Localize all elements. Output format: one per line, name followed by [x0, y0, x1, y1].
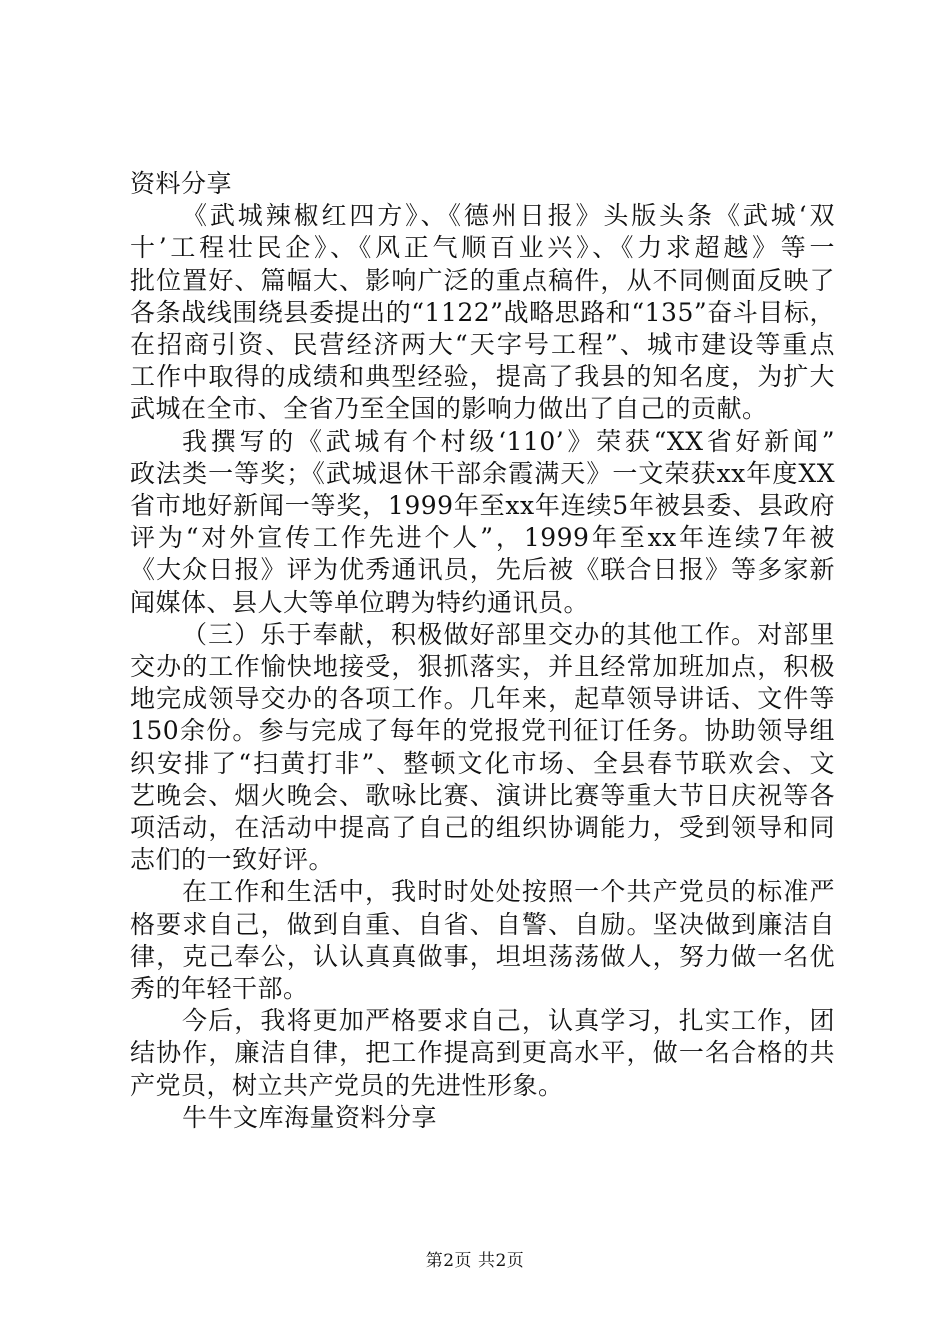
paragraph-2 — [130, 426, 835, 619]
text-line: 结协作，廉洁自律，把工作提高到更高水平，做一名合格的共 — [130, 1038, 835, 1068]
paragraph-5 — [130, 1005, 835, 1102]
text-line: 项活动，在活动中提高了自己的组织协调能力，受到领导和同 — [130, 813, 835, 843]
text-line: 在工作和生活中，我时时处处按照一个共产党员的标准严 — [182, 877, 835, 907]
text-line: 地完成领导交办的各项工作。几年来，起草领导讲话、文件等 — [130, 684, 835, 714]
text-line: 各条战线围绕县委提出的“1122”战略思路和“135”奋斗目标， — [130, 297, 835, 327]
text-line: 志们的一致好评。 — [130, 845, 335, 875]
text-line: 产党员，树立共产党员的先进性形象。 — [130, 1070, 564, 1100]
paragraph-6 — [130, 1102, 835, 1134]
paragraph-1 — [130, 200, 835, 425]
text-line: 政法类一等奖；《武城退休干部余霞满天》一文荣获xx年度XX — [130, 458, 835, 488]
paragraph-3 — [130, 619, 835, 877]
text-line: 评为“对外宣传工作先进个人”，1999年至xx年连续7年被 — [130, 523, 835, 553]
text-line: 秀的年轻干部。 — [130, 974, 309, 1004]
text-line: 今后，我将更加严格要求自己，认真学习，扎实工作，团 — [182, 1006, 835, 1036]
text-line: 工作中取得的成绩和典型经验，提高了我县的知名度，为扩大 — [130, 362, 835, 392]
text-line: 格要求自己，做到自重、自省、自警、自励。坚决做到廉洁自 — [130, 909, 835, 939]
text-line: 闻媒体、县人大等单位聘为特约通讯员。 — [130, 587, 590, 617]
text-line: 艺晚会、烟火晚会、歌咏比赛、演讲比赛等重大节日庆祝等各 — [130, 780, 835, 810]
text-line: 在招商引资、民营经济两大“天字号工程”、城市建设等重点 — [130, 330, 835, 360]
text-line: 批位置好、篇幅大、影响广泛的重点稿件，从不同侧面反映了 — [130, 265, 835, 295]
text-line: （三）乐于奉献，积极做好部里交办的其他工作。对部里 — [182, 619, 835, 649]
text-line: 交办的工作愉快地接受，狠抓落实，并且经常加班加点，积极 — [130, 652, 835, 682]
text-line: 律，克己奉公，认认真真做事，坦坦荡荡做人，努力做一名优 — [130, 941, 835, 971]
text-line: 《武城辣椒红四方》、《德州日报》头版头条《武城‘双 — [182, 201, 835, 231]
text-line: 《大众日报》评为优秀通讯员，先后被《联合日报》等多家新 — [130, 555, 835, 585]
header-line: 资料分享 — [130, 169, 233, 198]
text-line: 织安排了“扫黄打非”、整顿文化市场、全县春节联欢会、文 — [130, 748, 835, 778]
text-line: 我撰写的《武城有个村级‘110’》荣获“XX省好新闻” — [182, 426, 835, 456]
paragraph-4 — [130, 876, 835, 1005]
text-line: 十’工程壮民企》、《风正气顺百业兴》、《力求超越》等一 — [130, 233, 835, 263]
document-body — [130, 168, 835, 1134]
text-line: 150余份。参与完成了每年的党报党刊征订任务。协助领导组 — [130, 716, 835, 746]
text-line: 牛牛文库海量资料分享 — [182, 1102, 438, 1132]
page-number-footer: 第2页 共2页 — [425, 1251, 525, 1271]
text-line: 武城在全市、全省乃至全国的影响力做出了自己的贡献。 — [130, 394, 768, 424]
text-line: 省市地好新闻一等奖，1999年至xx年连续5年被县委、县政府 — [130, 491, 835, 521]
